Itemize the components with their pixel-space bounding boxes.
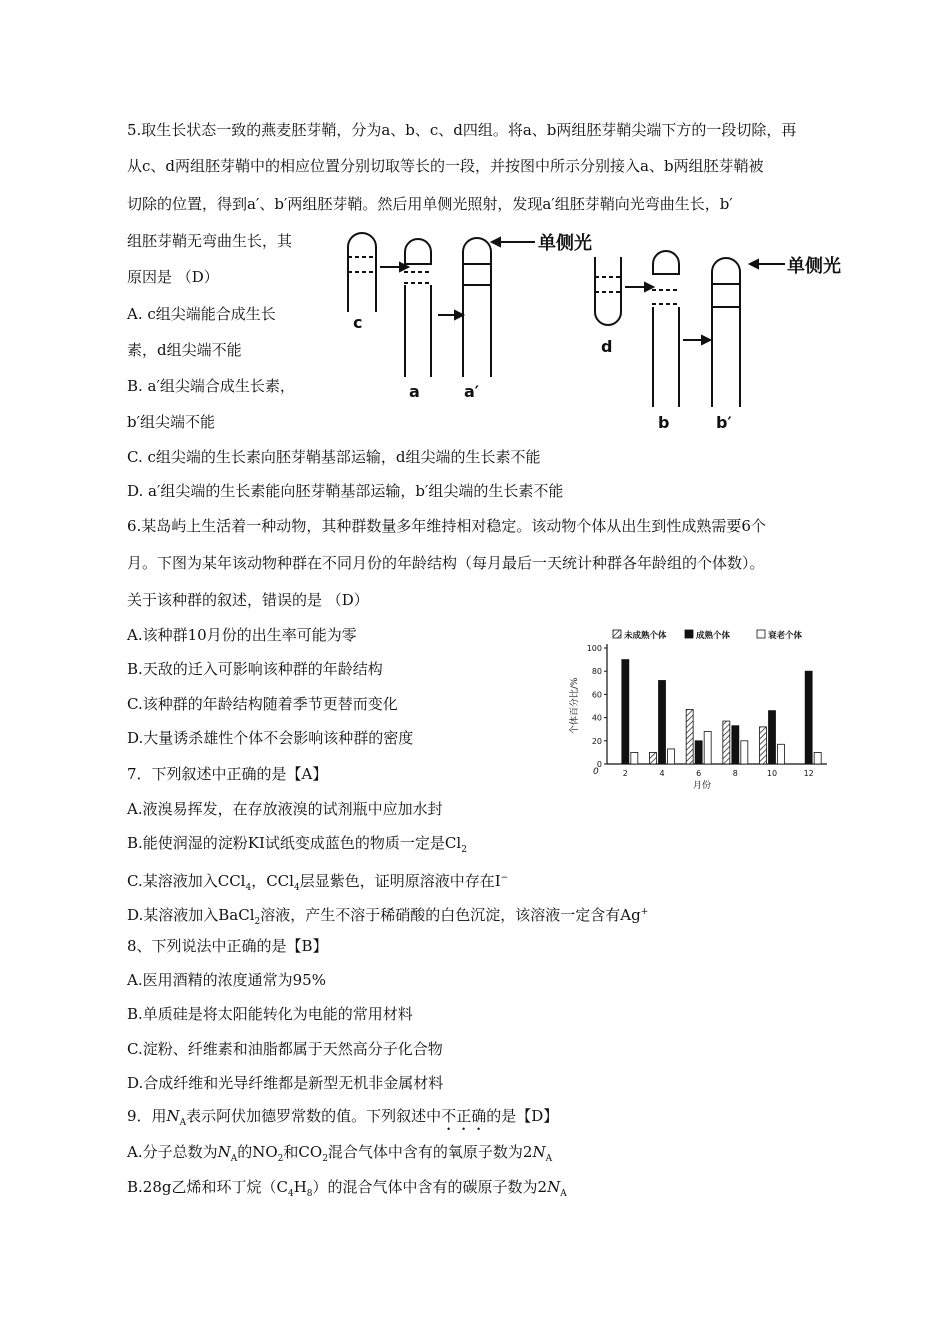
q6-stem-line2: 月。下图为某年该动物种群在不同月份的年龄结构（每月最后一天统计种群各年龄组的个体数）。 [127, 554, 765, 572]
q5-option-b-line2: b′组尖端不能 [127, 413, 216, 431]
q5-stem-line2: 从c、d两组胚芽鞘中的相应位置分别切取等长的一段，并按图中所示分别接入a、b两组胚芽鞘被 [127, 157, 764, 175]
q6-option-b: B.天敌的迁入可影响该种群的年龄结构 [127, 660, 383, 678]
q7-stem: 7．下列叙述中正确的是【A】 [127, 765, 328, 783]
bar-senescent [741, 741, 748, 764]
q8-option-a: A.医用酒精的浓度通常为95% [127, 971, 326, 989]
x-tick-label: 10 [766, 769, 778, 778]
label-d: d [601, 337, 613, 356]
x-tick-label: 4 [659, 769, 665, 778]
legend-swatch [685, 630, 693, 638]
x-tick-label: 6 [696, 769, 702, 778]
origin-label: 0 [593, 767, 599, 777]
x-axis-label: 月份 [693, 781, 712, 791]
label-a-prime: a′ [464, 382, 480, 401]
q9-option-a: A.分子总数为$N_A$的$NO_2$和$CO_2$混合气体中含有的氧原子数为$2N_A$ [127, 1143, 553, 1164]
q9-stem: 9．用$N_A$表示阿伏加德罗常数的值。下列叙述中不正确的是【D】 [127, 1107, 559, 1128]
bar-senescent [631, 752, 638, 764]
q7-option-d: D.某溶液加入BaCl$_2$溶液，产生不溶于稀硝酸的白色沉淀，该溶液一定含有Ag+ [127, 906, 649, 927]
y-tick-label: 40 [591, 713, 602, 723]
q5-option-b-line1: B. a′组尖端合成生长素， [127, 377, 295, 395]
label-a: a [409, 382, 420, 401]
y-tick-label: 60 [591, 690, 602, 700]
q5-option-c: C. c组尖端的生长素向胚芽鞘基部运输，d组尖端的生长素不能 [127, 448, 541, 466]
q6-option-a: A.该种群10月份的出生率可能为零 [127, 626, 357, 644]
bar-mature [695, 741, 702, 764]
legend-swatch [757, 630, 765, 638]
q5-option-a-line2: 素，d组尖端不能 [127, 341, 242, 359]
legend-label: 成熟个体 [696, 631, 731, 641]
label-c: c [353, 313, 363, 332]
q8-option-b: B.单质硅是将太阳能转化为电能的常用材料 [127, 1005, 413, 1023]
legend-label: 未成熟个体 [624, 631, 667, 641]
bar-mature [805, 671, 812, 764]
q9-option-b: B.28g乙烯和环丁烷$(C_4H_8)$的混合气体中含有的碳原子数为$2N_A$ [127, 1178, 567, 1199]
light-label-1: 单侧光 [538, 233, 592, 254]
bar-mature [659, 680, 666, 764]
age-structure-chart [565, 622, 835, 794]
q5-stem-line5: 原因是 （D） [127, 268, 219, 286]
bar-mature [622, 660, 629, 764]
x-tick-label: 12 [803, 769, 814, 778]
y-tick-label: 80 [591, 667, 602, 677]
q6-option-d: D.大量诱杀雄性个体不会影响该种群的密度 [127, 729, 414, 747]
label-b-prime: b′ [716, 413, 732, 432]
bar-immature [686, 709, 693, 764]
y-axis-label: 个体百分比/% [570, 677, 580, 734]
label-b: b [658, 413, 670, 432]
y-tick-label: 100 [586, 644, 602, 653]
q5-option-d: D. a′组尖端的生长素能向胚芽鞘基部运输，b′组尖端的生长素不能 [127, 482, 564, 500]
legend-label: 衰老个体 [768, 631, 803, 641]
bar-senescent [778, 744, 785, 764]
q8-option-c: C.淀粉、纤维素和油脂都属于天然高分子化合物 [127, 1040, 443, 1058]
legend-swatch [613, 630, 621, 638]
q8-stem: 8、下列说法中正确的是【B】 [127, 937, 328, 955]
light-label-2: 单侧光 [787, 256, 841, 277]
coleoptile-diagram [340, 212, 850, 437]
q7-option-b: B.能使润湿的淀粉KI试纸变成蓝色的物质一定是$Cl_2$ [127, 834, 467, 855]
q6-option-c: C.该种群的年龄结构随着季节更替而变化 [127, 695, 398, 713]
y-tick-label: 20 [591, 736, 602, 746]
q5-stem-line3: 切除的位置，得到a′、b′两组胚芽鞘。然后用单侧光照射，发现a′组胚芽鞘向光弯曲生长，b′ [127, 195, 733, 213]
bar-senescent [668, 749, 675, 764]
bar-senescent [814, 752, 821, 764]
q5-stem-line4: 组胚芽鞘无弯曲生长，其 [127, 232, 293, 250]
q7-option-a: A.液溴易挥发，在存放液溴的试剂瓶中应加水封 [127, 800, 443, 818]
bar-immature [723, 721, 730, 764]
q7-option-c: C.某溶液加入CCl$_4$，CCl$_4$层显紫色，证明原溶液中存在I− [127, 872, 509, 893]
q5-option-a-line1: A. c组尖端能合成生长 [127, 305, 276, 323]
y-tick-label: 0 [596, 760, 602, 769]
x-tick-label: 2 [622, 769, 628, 778]
bar-mature [769, 711, 776, 764]
x-tick-label: 8 [732, 769, 738, 778]
q8-option-d: D.合成纤维和光导纤维都是新型无机非金属材料 [127, 1074, 444, 1092]
bar-immature [760, 727, 767, 764]
q6-stem-line3: 关于该种群的叙述，错误的是 （D） [127, 591, 369, 609]
bar-immature [650, 752, 657, 764]
q6-stem-line1: 6.某岛屿上生活着一种动物，其种群数量多年维持相对稳定。该动物个体从出生到性成熟需要6个 [127, 517, 766, 535]
bar-mature [732, 726, 739, 764]
bar-senescent [704, 732, 711, 764]
q5-stem-line1: 5.取生长状态一致的燕麦胚芽鞘，分为a、b、c、d四组。将a、b两组胚芽鞘尖端下方的一段切除，再 [127, 121, 797, 139]
